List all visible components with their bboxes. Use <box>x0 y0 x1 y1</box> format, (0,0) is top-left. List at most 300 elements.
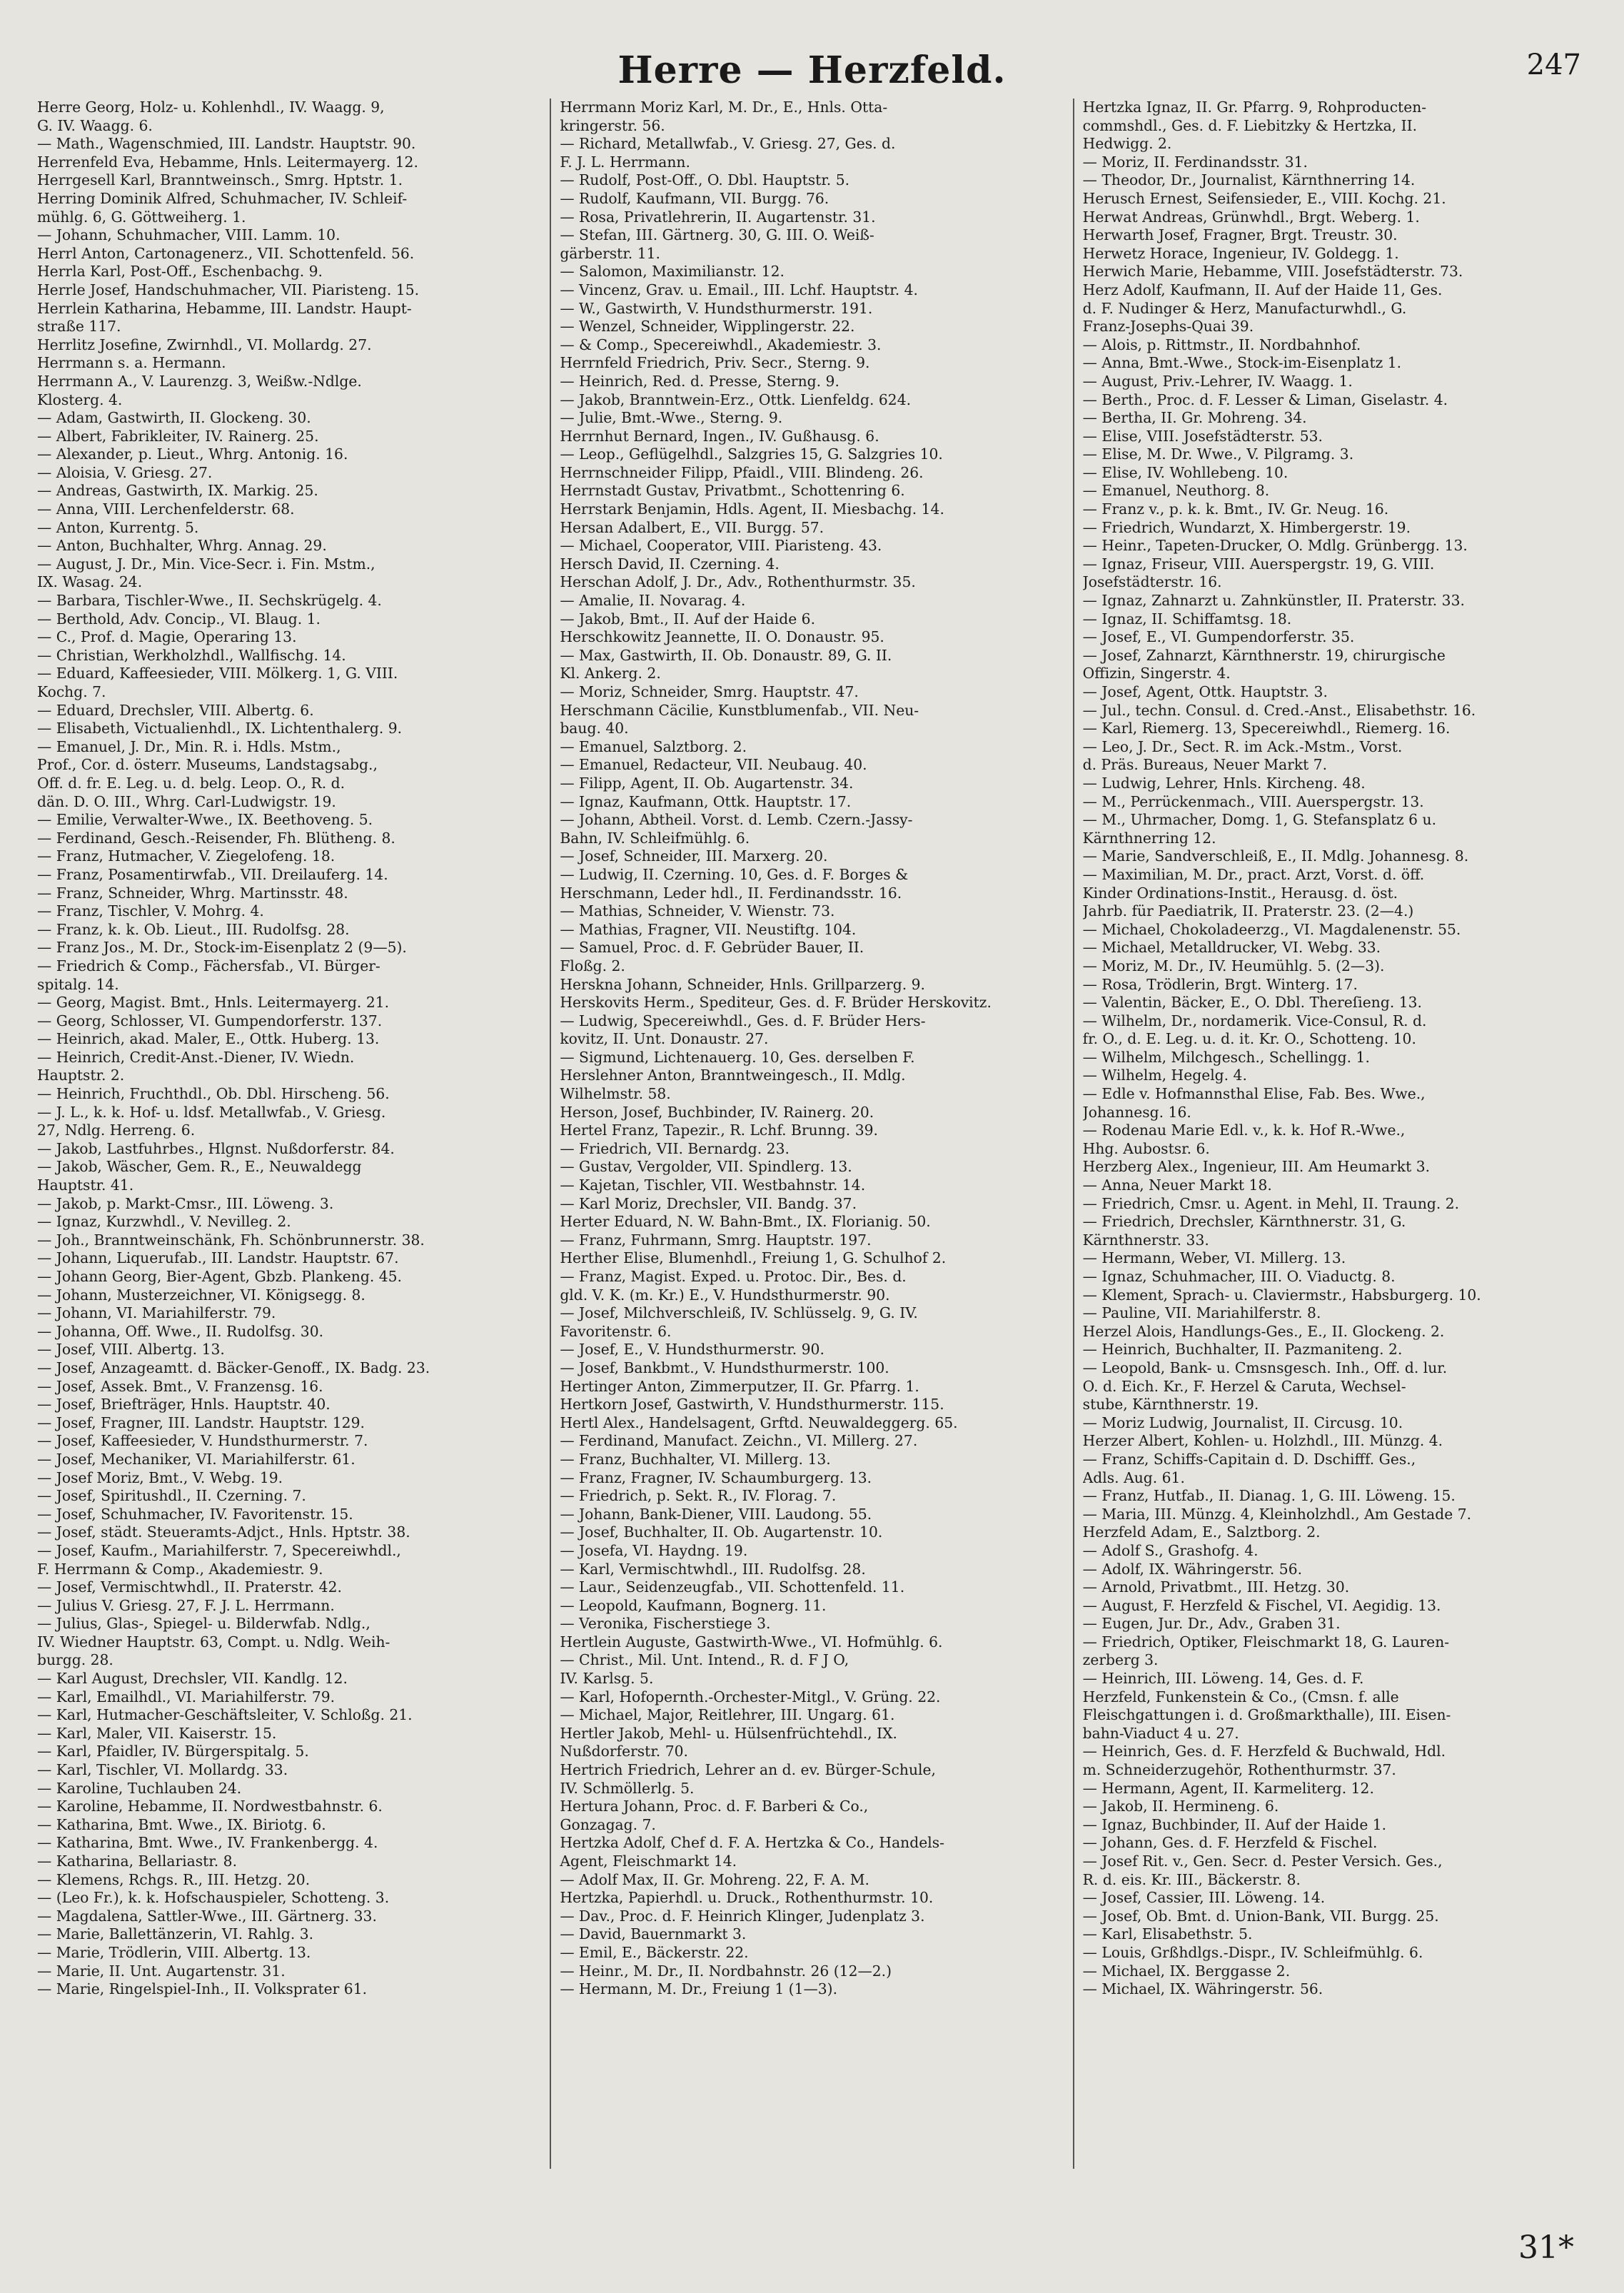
directory-entry-line: Herrla Karl, Post-Off., Eschenbachg. 9. <box>37 263 323 281</box>
directory-entry-line: — Heinr., Tapeten-Drucker, O. Mdlg. Grünbergg. 13. <box>1082 537 1468 555</box>
directory-entry-line: — Anna, Neuer Markt 18. <box>1082 1176 1272 1194</box>
directory-entry-line: Floßg. 2. <box>560 957 625 974</box>
directory-entry-line: — Jakob, Branntwein-Erz., Ottk. Lienfeldg. 624. <box>560 390 912 408</box>
directory-entry-line: — Josef, Buchhalter, II. Ob. Augartenstr. 10. <box>560 1523 883 1541</box>
directory-entry-line: Herusch Ernest, Seifensieder, E., VIII. Kochg. 21. <box>1082 189 1446 207</box>
directory-entry-line: Herre Georg, Holz- u. Kohlenhdl., IV. Waagg. 9, <box>37 99 385 116</box>
directory-entry-line: — Christian, Werkholzhdl., Wallfischg. 14. <box>37 646 346 664</box>
directory-entry-line: — Johann, Musterzeichner, VI. Königsegg. 8. <box>37 1286 365 1304</box>
directory-entry-line: — Heinrich, III. Löweng. 14, Ges. d. F. <box>1082 1670 1364 1688</box>
directory-entry-line: — Anna, Bmt.-Wwe., Stock-im-Eisenplatz 1. <box>1082 354 1402 372</box>
directory-entry-line: — Franz Jos., M. Dr., Stock-im-Eisenplatz 2 (9—5). <box>37 939 407 957</box>
directory-entry-line: Herter Eduard, N. W. Bahn-Bmt., IX. Florianig. 50. <box>560 1213 931 1231</box>
directory-entry-line: — Jakob, Wäscher, Gem. R., E., Neuwaldegg <box>37 1158 362 1176</box>
directory-entry-line: — Heinrich, akad. Maler, E., Ottk. Huberg. 13. <box>37 1030 380 1048</box>
directory-entry-line: kringerstr. 56. <box>560 116 665 134</box>
directory-entry-line: — Rosa, Trödlerin, Brgt. Winterg. 17. <box>1082 975 1358 993</box>
directory-entry-line: Hertura Johann, Proc. d. F. Barberi & Co., <box>560 1798 869 1815</box>
directory-entry-line: — Wilhelm, Hegelg. 4. <box>1082 1067 1247 1084</box>
directory-entry-line: Herslehner Anton, Branntweingesch., II. Mdlg. <box>560 1067 906 1084</box>
directory-entry-line: — Adolf S., Grashofg. 4. <box>1082 1541 1259 1559</box>
directory-entry-line: — Emanuel, Salztborg. 2. <box>560 737 747 755</box>
directory-entry-line: — Maria, III. Münzg. 4, Kleinholzhdl., Am Gestade 7. <box>1082 1505 1472 1523</box>
directory-entry-line: — Joh., Branntweinschänk, Fh. Schönbrunnerstr. 38. <box>37 1231 425 1249</box>
directory-entry-line: — Veronika, Fischerstiege 3. <box>560 1615 771 1633</box>
directory-entry-line: — Friedrich, Drechsler, Kärnthnerstr. 31, G. <box>1082 1213 1406 1231</box>
directory-entry-line: — Ferdinand, Gesch.-Reisender, Fh. Blütheng. 8. <box>37 829 395 847</box>
directory-entry-line: — Bertha, II. Gr. Mohreng. 34. <box>1082 409 1307 427</box>
entry-columns <box>29 99 1595 2169</box>
directory-entry-line: — Josef, Ob. Bmt. d. Union-Bank, VII. Burgg. 25. <box>1082 1907 1439 1925</box>
directory-entry-line: — Josef, Mechaniker, VI. Mariahilferstr. 61. <box>37 1450 355 1468</box>
directory-entry-line: — Wilhelm, Dr., nordamerik. Vice-Consul, R. d. <box>1082 1012 1427 1029</box>
directory-entry-line: 27, Ndlg. Herreng. 6. <box>37 1122 196 1139</box>
directory-entry-line: Hertkorn Josef, Gastwirth, V. Hundsthurmerstr. 115. <box>560 1396 944 1413</box>
directory-entry-line: — Franz, Schiffs-Capitain d. D. Dschifff. Ges., <box>1082 1450 1416 1468</box>
directory-entry-line: kovitz, II. Unt. Donaustr. 27. <box>560 1030 769 1048</box>
directory-entry-line: — Heinrich, Buchhalter, II. Pazmaniteng. 2. <box>1082 1341 1403 1359</box>
directory-entry-line: — Friedrich & Comp., Fächersfab., VI. Bürger- <box>37 957 380 974</box>
directory-entry-line: — Louis, Grßhdlgs.-Dispr., IV. Schleifmühlg. 6. <box>1082 1943 1423 1961</box>
directory-entry-line: — Friedrich, Cmsr. u. Agent. in Mehl, II. Traung. 2. <box>1082 1194 1460 1212</box>
directory-entry-line: — Franz, Fragner, IV. Schaumburgerg. 13. <box>560 1468 872 1486</box>
directory-entry-line: — Karl, Riemerg. 13, Specereiwhdl., Riemerg. 16. <box>1082 720 1451 737</box>
directory-entry-line: Herzfeld, Funkenstein & Co., (Cmsn. f. alle <box>1082 1688 1399 1705</box>
directory-entry-line: Hertlein Auguste, Gastwirth-Wwe., VI. Hofmühlg. 6. <box>560 1633 943 1651</box>
directory-entry-line: — Wilhelm, Milchgesch., Schellingg. 1. <box>1082 1048 1370 1066</box>
directory-entry-line: — Johann Georg, Bier-Agent, Gbzb. Plankeng. 45. <box>37 1268 402 1285</box>
directory-entry-line: — Katharina, Bmt. Wwe., IV. Frankenbergg. 4. <box>37 1834 378 1852</box>
directory-entry-line: burgg. 28. <box>37 1651 114 1669</box>
directory-entry-line: — Ludwig, II. Czerning. 10, Ges. d. F. Borges & <box>560 865 909 883</box>
directory-entry-line: bahn-Viaduct 4 u. 27. <box>1082 1724 1239 1742</box>
directory-entry-line: — Adam, Gastwirth, II. Glockeng. 30. <box>37 409 311 427</box>
directory-entry-line: Agent, Fleischmarkt 14. <box>560 1853 737 1870</box>
directory-entry-line: — Elise, M. Dr. Wwe., V. Pilgramg. 3. <box>1082 445 1354 463</box>
directory-entry-line: Franz-Josephs-Quai 39. <box>1082 318 1254 336</box>
directory-entry-line: Hertrich Friedrich, Lehrer an d. ev. Bürger-Schule, <box>560 1761 936 1779</box>
directory-entry-line: — Johann, Liquerufab., III. Landstr. Hauptstr. 67. <box>37 1249 399 1267</box>
directory-entry-line: — Andreas, Gastwirth, IX. Markig. 25. <box>37 482 318 500</box>
directory-entry-line: — Julius V. Griesg. 27, F. J. L. Herrmann. <box>37 1596 335 1614</box>
directory-entry-line: — Josef, Assek. Bmt., V. Franzensg. 16. <box>37 1377 323 1395</box>
directory-entry-line: G. IV. Waagg. 6. <box>37 116 153 134</box>
directory-entry-line: — Klemens, Rchgs. R., III. Hetzg. 20. <box>37 1870 311 1888</box>
directory-entry-line: — M., Perrückenmach., VIII. Auerspergstr. 13. <box>1082 792 1424 810</box>
directory-entry-line: Off. d. fr. E. Leg. u. d. belg. Leop. O., R. d. <box>37 774 346 792</box>
directory-entry-line: Herrstark Benjamin, Hdls. Agent, II. Miesbachg. 14. <box>560 500 944 518</box>
directory-entry-line: — Salomon, Maximilianstr. 12. <box>560 263 785 281</box>
directory-entry-line: — Samuel, Proc. d. F. Gebrüder Bauer, II. <box>560 939 864 957</box>
directory-entry-line: — Johanna, Off. Wwe., II. Rudolfsg. 30. <box>37 1322 324 1340</box>
directory-entry-line: — Rosa, Privatlehrerin, II. Augartenstr. 31. <box>560 208 876 226</box>
directory-entry-line: — Aloisia, V. Griesg. 27. <box>37 463 213 481</box>
directory-entry-line: Kärnthnerstr. 33. <box>1082 1231 1209 1249</box>
directory-entry-line: Herz Adolf, Kaufmann, II. Auf der Haide 11, Ges. <box>1082 281 1443 298</box>
directory-entry-line: Hertinger Anton, Zimmerputzer, II. Gr. Pfarrg. 1. <box>560 1377 919 1395</box>
directory-entry-line: — Josef, Schneider, III. Marxerg. 20. <box>560 847 828 865</box>
directory-entry-line: Hertzka, Papierhdl. u. Druck., Rothenthurmstr. 10. <box>560 1889 934 1907</box>
directory-entry-line: Herson, Josef, Buchbinder, IV. Rainerg. 20. <box>560 1103 874 1121</box>
page-header <box>29 49 1595 99</box>
directory-entry-line: — Berthold, Adv. Concip., VI. Blaug. 1. <box>37 610 321 628</box>
directory-entry-line: R. d. eis. Kr. III., Bäckerstr. 8. <box>1082 1870 1301 1888</box>
directory-entry-line: — Anton, Buchhalter, Whrg. Annag. 29. <box>37 537 327 555</box>
directory-entry-line: — Hermann, Agent, II. Karmeliterg. 12. <box>1082 1779 1374 1797</box>
directory-entry-line: — Moriz, Schneider, Smrg. Hauptstr. 47. <box>560 683 859 700</box>
directory-entry-line: — Amalie, II. Novarag. 4. <box>560 592 746 610</box>
directory-entry-line: — Elise, VIII. Josefstädterstr. 53. <box>1082 427 1323 445</box>
directory-entry-line: — Eduard, Kaffeesieder, VIII. Mölkerg. 1, G. VIII. <box>37 665 398 682</box>
directory-entry-line: Herzel Alois, Handlungs-Ges., E., II. Glockeng. 2. <box>1082 1322 1445 1340</box>
directory-entry-line: — Wenzel, Schneider, Wipplingerstr. 22. <box>560 318 855 336</box>
directory-entry-line: — Ignaz, Friseur, VIII. Auerspergstr. 19, G. VIII. <box>1082 555 1435 573</box>
directory-entry-line: — Karl August, Drechsler, VII. Kandlg. 12. <box>37 1670 348 1688</box>
directory-entry-line: — Franz, Posamentirwfab., VII. Dreilauferg. 14. <box>37 865 388 883</box>
directory-entry-line: — Marie, Ballettänzerin, VI. Rahlg. 3. <box>37 1925 314 1943</box>
directory-entry-line: — Jakob, II. Hermineng. 6. <box>1082 1798 1279 1815</box>
directory-entry-line: — Josef, Zahnarzt, Kärnthnerstr. 19, chirurgische <box>1082 646 1446 664</box>
directory-entry-line: — Karl, Pfaidler, IV. Bürgerspitalg. 5. <box>37 1743 309 1760</box>
directory-entry-line: — Katharina, Bmt. Wwe., IX. Biriotg. 6. <box>37 1815 326 1833</box>
directory-entry-line: — Josef, E., VI. Gumpendorferstr. 35. <box>1082 628 1355 646</box>
directory-entry-line: Herschmann Cäcilie, Kunstblumenfab., VII. Neu- <box>560 701 919 719</box>
running-head: Herre — Herzfeld. <box>617 49 1007 92</box>
directory-entry-line: — Emanuel, Neuthorg. 8. <box>1082 482 1270 500</box>
directory-entry-line: d. Präs. Bureaus, Neuer Markt 7. <box>1082 756 1328 774</box>
directory-entry-line: — Josef, Cassier, III. Löweng. 14. <box>1082 1889 1326 1907</box>
directory-entry-line: dän. D. O. III., Whrg. Carl-Ludwigstr. 19. <box>37 792 336 810</box>
directory-entry-line: — Michael, IX. Berggasse 2. <box>1082 1962 1291 1980</box>
directory-entry-line: Herschmann, Leder hdl., II. Ferdinandsstr. 16. <box>560 884 902 902</box>
directory-entry-line: — Moriz Ludwig, Journalist, II. Circusg. 10. <box>1082 1413 1403 1431</box>
directory-entry-line: Herrl Anton, Cartonagenerz., VII. Schottenfeld. 56. <box>37 244 415 262</box>
directory-entry-line: Hertel Franz, Tapezir., R. Lchf. Brunng. 39. <box>560 1122 878 1139</box>
directory-entry-line: Johannesg. 16. <box>1082 1103 1191 1121</box>
directory-entry-line: — Anton, Kurrentg. 5. <box>37 518 199 536</box>
directory-entry-line: Herzfeld Adam, E., Salztborg. 2. <box>1082 1523 1321 1541</box>
directory-entry-line: — Ignaz, Kaufmann, Ottk. Hauptstr. 17. <box>560 792 852 810</box>
directory-entry-line: — Mathias, Fragner, VII. Neustiftg. 104. <box>560 920 857 938</box>
directory-entry-line: — Leo, J. Dr., Sect. R. im Ack.-Mstm., Vorst. <box>1082 737 1403 755</box>
directory-entry-line: — Ludwig, Lehrer, Hnls. Kircheng. 48. <box>1082 774 1366 792</box>
directory-entry-line: — Heinr., M. Dr., II. Nordbahnstr. 26 (12—2.) <box>560 1962 892 1980</box>
directory-entry-line: Kärnthnerring 12. <box>1082 829 1216 847</box>
directory-entry-line: — Franz, Fuhrmann, Smrg. Hauptstr. 197. <box>560 1231 872 1249</box>
directory-entry-line: — Karoline, Tuchlauben 24. <box>37 1779 242 1797</box>
directory-entry-line: — Alexander, p. Lieut., Whrg. Antonig. 16. <box>37 445 348 463</box>
directory-entry-line: Kinder Ordinations-Instit., Herausg. d. öst. <box>1082 884 1398 902</box>
directory-entry-line: — Josef, Milchverschleiß, IV. Schlüsselg. 9, G. IV. <box>560 1304 918 1322</box>
directory-entry-line: — Karl, Hutmacher-Geschäftsleiter, V. Schloßg. 21. <box>37 1706 413 1724</box>
directory-entry-line: — J. L., k. k. Hof- u. ldsf. Metallwfab., V. Griesg. <box>37 1103 386 1121</box>
directory-entry-line: Herwarth Josef, Fragner, Brgt. Treustr. 30. <box>1082 226 1398 244</box>
directory-entry-line: — Josefa, VI. Haydng. 19. <box>560 1541 748 1559</box>
directory-entry-line: stube, Kärnthnerstr. 19. <box>1082 1396 1259 1413</box>
directory-entry-line: — Barbara, Tischler-Wwe., II. Sechskrügelg. 4. <box>37 592 382 610</box>
directory-entry-line: — Ferdinand, Manufact. Zeichn., VI. Millerg. 27. <box>560 1432 918 1450</box>
directory-entry-line: — Josef, Vermischtwhdl., II. Praterstr. 42. <box>37 1578 342 1596</box>
directory-entry-line: — Math., Wagenschmied, III. Landstr. Hauptstr. 90. <box>37 135 416 153</box>
directory-entry-line: Herrnschneider Filipp, Pfaidl., VIII. Blindeng. 26. <box>560 463 924 481</box>
directory-entry-line: — Sigmund, Lichtenauerg. 10, Ges. derselben F. <box>560 1048 915 1066</box>
directory-entry-line: — Josef, Agent, Ottk. Hauptstr. 3. <box>1082 683 1328 700</box>
directory-entry-line: — Karl, Maler, VII. Kaiserstr. 15. <box>37 1724 277 1742</box>
directory-entry-line: Herrmann s. a. Hermann. <box>37 354 226 372</box>
directory-entry-line: — Ignaz, Buchbinder, II. Auf der Haide 1. <box>1082 1815 1387 1833</box>
directory-entry-line: — Michael, Metalldrucker, VI. Webg. 33. <box>1082 939 1381 957</box>
directory-entry-line: — Friedrich, VII. Bernardg. 23. <box>560 1139 790 1157</box>
directory-entry-line: — August, F. Herzfeld & Fischel, VI. Aegidig. 13. <box>1082 1596 1441 1614</box>
directory-entry-line: — Berth., Proc. d. F. Lesser & Liman, Giselastr. 4. <box>1082 390 1448 408</box>
directory-entry-line: — Katharina, Bellariastr. 8. <box>37 1853 238 1870</box>
signature-mark: 31* <box>1518 2229 1574 2266</box>
directory-entry-line: — Georg, Schlosser, VI. Gumpendorferstr. 137. <box>37 1012 383 1029</box>
directory-entry-line: — Mathias, Schneider, V. Wienstr. 73. <box>560 902 835 920</box>
directory-entry-line: — Rudolf, Post-Off., O. Dbl. Hauptstr. 5. <box>560 171 850 189</box>
directory-entry-line: Adls. Aug. 61. <box>1082 1468 1185 1486</box>
directory-entry-line: — Marie, Trödlerin, VIII. Albertg. 13. <box>37 1943 311 1961</box>
directory-entry-line: — Franz, Schneider, Whrg. Martinsstr. 48. <box>37 884 348 902</box>
directory-entry-line: — Karl, Hofopernth.-Orchester-Mitgl., V. Grüng. 22. <box>560 1688 941 1705</box>
directory-entry-line: Herskna Johann, Schneider, Hnls. Grillparzerg. 9. <box>560 975 926 993</box>
directory-entry-line: — M., Uhrmacher, Domg. 1, G. Stefansplatz 6 u. <box>1082 811 1437 829</box>
directory-entry-line: Herring Dominik Alfred, Schuhmacher, IV. Schleif- <box>37 189 408 207</box>
directory-entry-line: — Franz, Hutmacher, V. Ziegelofeng. 18. <box>37 847 336 865</box>
directory-entry-line: — Rudolf, Kaufmann, VII. Burgg. 76. <box>560 189 829 207</box>
directory-entry-line: Herwetz Horace, Ingenieur, IV. Goldegg. 1. <box>1082 244 1399 262</box>
column-middle <box>550 99 1072 2169</box>
directory-entry-line: — Friedrich, Optiker, Fleischmarkt 18, G. Lauren- <box>1082 1633 1450 1651</box>
directory-entry-line: — Georg, Magist. Bmt., Hnls. Leitermayerg. 21. <box>37 994 390 1012</box>
directory-entry-line: — Jakob, p. Markt-Cmsr., III. Löweng. 3. <box>37 1194 334 1212</box>
directory-entry-line: Herrle Josef, Handschuhmacher, VII. Piaristeng. 15. <box>37 281 420 298</box>
directory-entry-line: — Heinrich, Fruchthdl., Ob. Dbl. Hirscheng. 56. <box>37 1085 390 1103</box>
directory-entry-line: mühlg. 6, G. Göttweiherg. 1. <box>37 208 246 226</box>
directory-entry-line: — Rodenau Marie Edl. v., k. k. Hof R.-Wwe., <box>1082 1122 1406 1139</box>
directory-entry-line: — Josef, E., V. Hundsthurmerstr. 90. <box>560 1341 824 1359</box>
directory-entry-line: Herther Elise, Blumenhdl., Freiung 1, G. Schulhof 2. <box>560 1249 947 1267</box>
directory-entry-line: — Franz, Buchhalter, VI. Millerg. 13. <box>560 1450 831 1468</box>
directory-entry-line: — Moriz, II. Ferdinandsstr. 31. <box>1082 153 1308 171</box>
directory-entry-line: — Adolf Max, II. Gr. Mohreng. 22, F. A. M. <box>560 1870 869 1888</box>
directory-entry-line: Herrmann Moriz Karl, M. Dr., E., Hnls. Otta- <box>560 99 888 116</box>
directory-entry-line: spitalg. 14. <box>37 975 119 993</box>
directory-entry-line: — Eugen, Jur. Dr., Adv., Graben 31. <box>1082 1615 1341 1633</box>
directory-entry-line: F. J. L. Herrmann. <box>560 153 690 171</box>
directory-entry-line: — Emanuel, J. Dr., Min. R. i. Hdls. Mstm., <box>37 737 341 755</box>
directory-entry-line: — Josef, Fragner, III. Landstr. Hauptstr. 129. <box>37 1413 365 1431</box>
directory-entry-line: — Michael, Cooperator, VIII. Piaristeng. 43. <box>560 537 882 555</box>
directory-entry-line: zerberg 3. <box>1082 1651 1159 1669</box>
directory-entry-line: Klosterg. 4. <box>37 390 123 408</box>
directory-entry-line: — Edle v. Hofmannsthal Elise, Fab. Bes. Wwe., <box>1082 1085 1426 1103</box>
directory-entry-line: Herskovits Herm., Spediteur, Ges. d. F. Brüder Herskovitz. <box>560 994 992 1012</box>
directory-entry-line: — Hermann, M. Dr., Freiung 1 (1—3). <box>560 1980 838 1998</box>
directory-entry-line: Jahrb. für Paediatrik, II. Praterstr. 23. (2—4.) <box>1082 902 1414 920</box>
directory-entry-line: — Emanuel, Redacteur, VII. Neubaug. 40. <box>560 756 867 774</box>
directory-entry-line: Hertzka Ignaz, II. Gr. Pfarrg. 9, Rohproducten- <box>1082 99 1427 116</box>
directory-entry-line: O. d. Eich. Kr., F. Herzel & Caruta, Wechsel- <box>1082 1377 1406 1395</box>
directory-entry-line: Herwich Marie, Hebamme, VIII. Josefstädterstr. 73. <box>1082 263 1463 281</box>
directory-entry-line: — Josef, Schuhmacher, IV. Favoritenstr. 15. <box>37 1505 353 1523</box>
directory-entry-line: Herrgesell Karl, Branntweinsch., Smrg. Hptstr. 1. <box>37 171 403 189</box>
directory-entry-line: — Heinrich, Ges. d. F. Herzfeld & Buchwald, Hdl. <box>1082 1743 1446 1760</box>
directory-entry-line: — Moriz, M. Dr., IV. Heumühlg. 5. (2—3). <box>1082 957 1385 974</box>
directory-entry-line: — Julie, Bmt.-Wwe., Sterng. 9. <box>560 409 783 427</box>
directory-entry-line: F. Herrmann & Comp., Akademiestr. 9. <box>37 1560 323 1578</box>
directory-entry-line: — & Comp., Specereiwhdl., Akademiestr. 3. <box>560 336 882 353</box>
directory-entry-line: — Eduard, Drechsler, VIII. Albertg. 6. <box>37 701 314 719</box>
directory-entry-line: — Leop., Geflügelhdl., Salzgries 15, G. Salzgries 10. <box>560 445 943 463</box>
directory-entry-line: — Valentin, Bäcker, E., O. Dbl. Thereſieng. 13. <box>1082 994 1422 1012</box>
directory-entry-line: Herzer Albert, Kohlen- u. Holzhdl., III. Münzg. 4. <box>1082 1432 1443 1450</box>
directory-entry-line: — Magdalena, Sattler-Wwe., III. Gärtnerg. 33. <box>37 1907 377 1925</box>
directory-entry-line: Hersch David, II. Czerning. 4. <box>560 555 780 573</box>
directory-entry-line: Hertler Jakob, Mehl- u. Hülsenfrüchtehdl., IX. <box>560 1724 897 1742</box>
directory-entry-line: — Josef, Spiritushdl., II. Czerning. 7. <box>37 1487 306 1505</box>
directory-entry-line: — Franz v., p. k. k. Bmt., IV. Gr. Neug. 16. <box>1082 500 1389 518</box>
directory-entry-line: Hertl Alex., Handelsagent, Grftd. Neuwaldeggerg. 65. <box>560 1413 958 1431</box>
directory-entry-line: — Ignaz, Kurzwhdl., V. Nevilleg. 2. <box>37 1213 291 1231</box>
directory-entry-line: — Arnold, Privatbmt., III. Hetzg. 30. <box>1082 1578 1350 1596</box>
directory-entry-line: Hertzka Adolf, Chef d. F. A. Hertzka & Co., Handels- <box>560 1834 944 1852</box>
directory-entry-line: — Ludwig, Specereiwhdl., Ges. d. F. Brüder Hers- <box>560 1012 926 1029</box>
directory-entry-line: — Karl, Elisabethstr. 5. <box>1082 1925 1253 1943</box>
directory-entry-line: Herschan Adolf, J. Dr., Adv., Rothenthurmstr. 35. <box>560 573 916 591</box>
directory-entry-line: — Josef Rit. v., Gen. Secr. d. Pester Versich. Ges., <box>1082 1853 1443 1870</box>
directory-entry-line: — Theodor, Dr., Journalist, Kärnthnerring 14. <box>1082 171 1416 189</box>
directory-entry-line: Herrnfeld Friedrich, Priv. Secr., Sterng. 9. <box>560 354 870 372</box>
directory-entry-line: — Friedrich, p. Sekt. R., IV. Florag. 7. <box>560 1487 837 1505</box>
directory-entry-line: — Leopold, Bank- u. Cmsnsgesch. Inh., Off. d. lur. <box>1082 1359 1448 1376</box>
directory-entry-line: — Jakob, Lastfuhrbes., Hlgnst. Nußdorferstr. 84. <box>37 1139 395 1157</box>
directory-entry-line: — Johann, Abtheil. Vorst. d. Lemb. Czern.-Jassy- <box>560 811 913 829</box>
directory-entry-line: — (Leo Fr.), k. k. Hofschauspieler, Schotteng. 3. <box>37 1889 390 1907</box>
directory-entry-line: Herrlein Katharina, Hebamme, III. Landstr. Haupt- <box>37 299 412 317</box>
directory-entry-line: Herwat Andreas, Grünwhdl., Brgt. Weberg. 1. <box>1082 208 1420 226</box>
directory-entry-line: straße 117. <box>37 318 121 336</box>
directory-entry-line: — Johann, Bank-Diener, VIII. Laudong. 55. <box>560 1505 872 1523</box>
directory-entry-line: — Ignaz, Zahnarzt u. Zahnkünstler, II. Praterstr. 33. <box>1082 592 1465 610</box>
directory-entry-line: — Vincenz, Grav. u. Email., III. Lchf. Hauptstr. 4. <box>560 281 918 298</box>
directory-entry-line: Hauptstr. 2. <box>37 1067 125 1084</box>
directory-entry-line: — Hermann, Weber, VI. Millerg. 13. <box>1082 1249 1346 1267</box>
directory-entry-line: IV. Schmöllerlg. 5. <box>560 1779 695 1797</box>
directory-entry-line: Nußdorferstr. 70. <box>560 1743 688 1760</box>
directory-entry-line: — Ignaz, Schuhmacher, III. O. Viaductg. 8. <box>1082 1268 1396 1285</box>
directory-entry-line: — Franz, k. k. Ob. Lieut., III. Rudolfsg. 28. <box>37 920 350 938</box>
directory-entry-line: — Elisabeth, Victualienhdl., IX. Lichtenthalerg. 9. <box>37 720 403 737</box>
directory-entry-line: — Emil, E., Bäckerstr. 22. <box>560 1943 749 1961</box>
directory-entry-line: — Alois, p. Rittmstr., II. Nordbahnhof. <box>1082 336 1361 353</box>
directory-entry-line: Hersan Adalbert, E., VII. Burgg. 57. <box>560 518 824 536</box>
directory-entry-line: — Josef, Bankbmt., V. Hundsthurmerstr. 100. <box>560 1359 889 1376</box>
directory-entry-line: — Leopold, Kaufmann, Bognerg. 11. <box>560 1596 827 1614</box>
directory-entry-line: — Friedrich, Wundarzt, X. Himbergerstr. 19. <box>1082 518 1411 536</box>
directory-entry-line: — Dav., Proc. d. F. Heinrich Klinger, Judenplatz 3. <box>560 1907 925 1925</box>
directory-entry-line: — Stefan, III. Gärtnerg. 30, G. III. O. Weiß- <box>560 226 874 244</box>
directory-entry-line: — Christ., Mil. Unt. Intend., R. d. F J O, <box>560 1651 849 1669</box>
directory-entry-line: — Karl Moriz, Drechsler, VII. Bandg. 37. <box>560 1194 857 1212</box>
column-left <box>29 99 550 2169</box>
directory-entry-line: fr. O., d. E. Leg. u. d. it. Kr. O., Schotteng. 10. <box>1082 1030 1416 1048</box>
directory-entry-line: — Maximilian, M. Dr., pract. Arzt, Vorst. d. öff. <box>1082 865 1425 883</box>
page-number: 247 <box>1526 49 1581 81</box>
directory-entry-line: Favoritenstr. 6. <box>560 1322 672 1340</box>
directory-entry-line: — Karl, Emailhdl., VI. Mariahilferstr. 79. <box>37 1688 336 1705</box>
directory-entry-line: IV. Karlsg. 5. <box>560 1670 654 1688</box>
directory-entry-line: — Pauline, VII. Mariahilferstr. 8. <box>1082 1304 1321 1322</box>
directory-entry-line: baug. 40. <box>560 720 629 737</box>
directory-entry-line: m. Schneiderzugehör, Rothenthurmstr. 37. <box>1082 1761 1396 1779</box>
directory-entry-line: — Filipp, Agent, II. Ob. Augartenstr. 34. <box>560 774 854 792</box>
directory-entry-line: — Jul., techn. Consul. d. Cred.-Anst., Elisabethstr. 16. <box>1082 701 1476 719</box>
directory-entry-line: — Josef, Briefträger, Hnls. Hauptstr. 40. <box>37 1396 331 1413</box>
directory-entry-line: — Gustav, Vergolder, VII. Spindlerg. 13. <box>560 1158 852 1176</box>
directory-entry-line: — Heinrich, Red. d. Presse, Sterng. 9. <box>560 372 839 390</box>
directory-entry-line: Kochg. 7. <box>37 683 106 700</box>
directory-entry-line: Kl. Ankerg. 2. <box>560 665 661 682</box>
directory-entry-line: — Franz, Tischler, V. Mohrg. 4. <box>37 902 264 920</box>
directory-entry-line: — Josef, Anzageamtt. d. Bäcker-Genoff., IX. Badg. 23. <box>37 1359 430 1376</box>
directory-entry-line: Herrlitz Josefine, Zwirnhdl., VI. Mollardg. 27. <box>37 336 372 353</box>
directory-entry-line: — Karl, Tischler, VI. Mollardg. 33. <box>37 1761 288 1779</box>
directory-entry-line: — Josef, Kaufm., Mariahilferstr. 7, Specereiwhdl., <box>37 1541 401 1559</box>
directory-entry-line: — Josef, städt. Steueramts-Adjct., Hnls. Hptstr. 38. <box>37 1523 410 1541</box>
directory-entry-line: — Marie, Sandverschleiß, E., II. Mdlg. Johannesg. 8. <box>1082 847 1469 865</box>
directory-entry-line: — Elise, IV. Wohllebeng. 10. <box>1082 463 1288 481</box>
directory-entry-line: — August, Priv.-Lehrer, IV. Waagg. 1. <box>1082 372 1353 390</box>
directory-entry-line: — Michael, Major, Reitlehrer, III. Ungarg. 61. <box>560 1706 895 1724</box>
directory-entry-line: Herrenfeld Eva, Hebamme, Hnls. Leitermayerg. 12. <box>37 153 418 171</box>
directory-entry-line: — C., Prof. d. Magie, Operaring 13. <box>37 628 297 646</box>
directory-entry-line: — Max, Gastwirth, II. Ob. Donaustr. 89, G. II. <box>560 646 892 664</box>
directory-entry-line: Prof., Cor. d. österr. Museums, Landstagsabg., <box>37 756 378 774</box>
directory-entry-line: IV. Wiedner Hauptstr. 63, Compt. u. Ndlg. Weih- <box>37 1633 390 1651</box>
directory-entry-line: — David, Bauernmarkt 3. <box>560 1925 747 1943</box>
directory-entry-line: — Marie, II. Unt. Augartenstr. 31. <box>37 1962 286 1980</box>
directory-entry-line: Hedwigg. 2. <box>1082 135 1172 153</box>
directory-entry-line: Herrnhut Bernard, Ingen., IV. Gußhausg. 6. <box>560 427 879 445</box>
directory-entry-line: — Klement, Sprach- u. Claviermstr., Habsburgerg. 10. <box>1082 1286 1481 1304</box>
directory-entry-line: Gonzagag. 7. <box>560 1815 656 1833</box>
directory-entry-line: — August, J. Dr., Min. Vice-Secr. i. Fin. Mstm., <box>37 555 375 573</box>
directory-entry-line: — Johann, Schuhmacher, VIII. Lamm. 10. <box>37 226 341 244</box>
directory-entry-line: — Michael, Chokoladeerzg., VI. Magdalenenstr. 55. <box>1082 920 1461 938</box>
directory-entry-line: d. F. Nudinger & Herz, Manufacturwhdl., G. <box>1082 299 1407 317</box>
directory-entry-line: Josefstädterstr. 16. <box>1082 573 1222 591</box>
directory-entry-line: — Kajetan, Tischler, VII. Westbahnstr. 14. <box>560 1176 866 1194</box>
directory-entry-line: gld. V. K. (m. Kr.) E., V. Hundsthurmerstr. 90. <box>560 1286 890 1304</box>
column-right <box>1073 99 1595 2169</box>
directory-entry-line: Herrmann A., V. Laurenzg. 3, Weißw.-Ndlge. <box>37 372 362 390</box>
directory-entry-line: Hhg. Aubostsr. 6. <box>1082 1139 1210 1157</box>
directory-entry-line: — Heinrich, Credit-Anst.-Diener, IV. Wiedn. <box>37 1048 355 1066</box>
directory-entry-line: Herrnstadt Gustav, Privatbmt., Schottenring 6. <box>560 482 905 500</box>
directory-entry-line: — Adolf, IX. Währingerstr. 56. <box>1082 1560 1303 1578</box>
directory-entry-line: Offizin, Singerstr. 4. <box>1082 665 1231 682</box>
directory-entry-line: — Anna, VIII. Lerchenfelderstr. 68. <box>37 500 295 518</box>
directory-entry-line: IX. Wasag. 24. <box>37 573 143 591</box>
directory-entry-line: — Josef Moriz, Bmt., V. Webg. 19. <box>37 1468 283 1486</box>
directory-entry-line: — W., Gastwirth, V. Hundsthurmerstr. 191. <box>560 299 873 317</box>
directory-entry-line: Fleischgattungen i. d. Großmarkthalle), III. Eisen- <box>1082 1706 1451 1724</box>
directory-entry-line: — Franz, Hutfab., II. Dianag. 1, G. III. Löweng. 15. <box>1082 1487 1456 1505</box>
directory-entry-line: gärberstr. 11. <box>560 244 660 262</box>
directory-entry-line: — Karoline, Hebamme, II. Nordwestbahnstr. 6. <box>37 1798 383 1815</box>
directory-entry-line: — Karl, Vermischtwhdl., III. Rudolfsg. 28. <box>560 1560 866 1578</box>
